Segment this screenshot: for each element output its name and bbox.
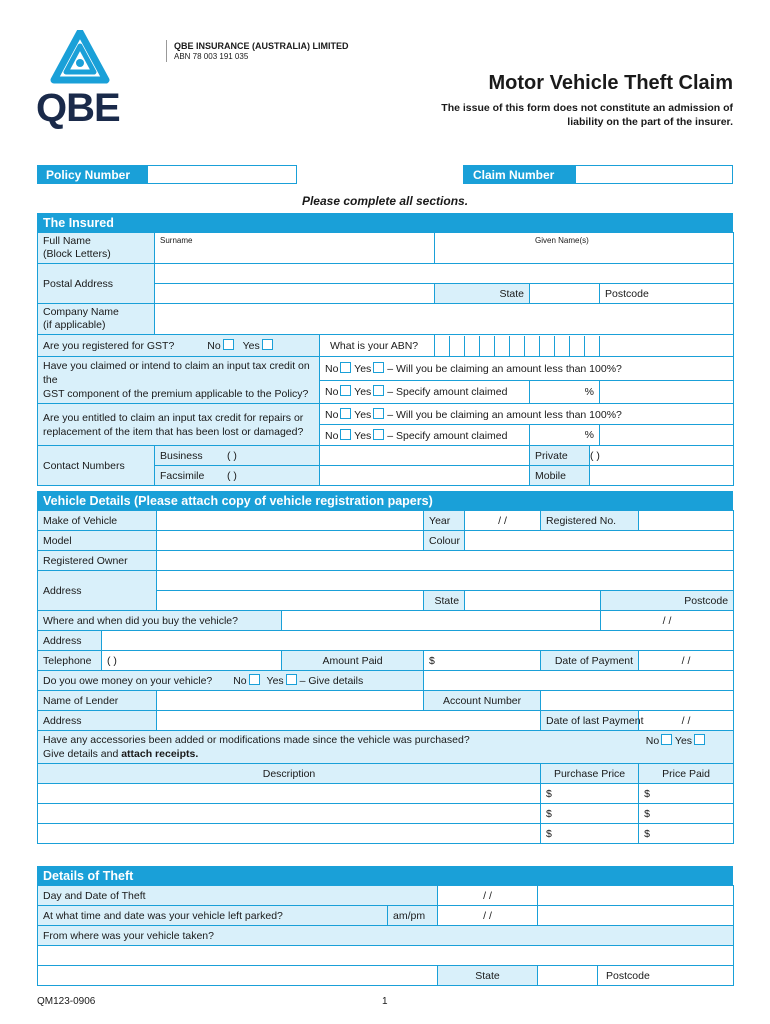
- label-text: Name of Lender: [43, 694, 119, 707]
- accessories-yes-checkbox[interactable]: [694, 734, 705, 745]
- label-text: Contact Numbers: [43, 459, 125, 472]
- address-label: [38, 631, 102, 651]
- page-title: Motor Vehicle Theft Claim: [488, 72, 733, 94]
- itc1-specify: [320, 380, 530, 404]
- no-label: No: [325, 408, 339, 421]
- lender-input[interactable]: [157, 691, 424, 711]
- where-when-input[interactable]: [282, 611, 601, 631]
- no-label: No: [207, 340, 221, 352]
- date-slashes: / /: [681, 714, 691, 727]
- yes-label: Yes: [242, 340, 260, 352]
- label-text: – Specify amount claimed: [387, 386, 508, 399]
- ampm-label: [388, 906, 438, 926]
- label-text: State: [499, 287, 525, 300]
- label-text: Date of last Payment: [546, 714, 644, 727]
- instruction: Please complete all sections.: [301, 194, 469, 208]
- postcode-label: Postcode: [606, 969, 650, 982]
- state-input[interactable]: [530, 284, 600, 304]
- claim-number-label: Claim Number: [463, 165, 575, 184]
- date-slashes: / /: [483, 909, 492, 922]
- theft-state-input[interactable]: [538, 966, 598, 986]
- accessory-purchase-price-input[interactable]: [541, 784, 639, 804]
- paren: ( ): [590, 449, 600, 462]
- itc2-no-checkbox[interactable]: [340, 408, 351, 419]
- label-text: Registered Owner: [43, 554, 128, 567]
- label-text: Day and Date of Theft: [43, 889, 146, 902]
- full-name-label: [38, 233, 155, 264]
- theft-table: [37, 885, 734, 986]
- label-text: Business: [160, 449, 203, 462]
- purchase-address-input[interactable]: [102, 631, 734, 651]
- label-text: – Will you be claiming an amount less than 100%?: [387, 362, 622, 375]
- time-date-label: [38, 906, 388, 926]
- dollar-sign: $: [644, 827, 650, 840]
- registered-owner-label: [38, 551, 157, 571]
- label-text: Registered No.: [546, 514, 617, 527]
- surname-input[interactable]: [155, 233, 435, 264]
- label-text: At what time and date was your vehicle left parked?: [43, 909, 283, 922]
- label-text: – Give details: [299, 675, 364, 687]
- itc1-specify-yes-checkbox[interactable]: [373, 385, 384, 396]
- vehicle-state-input[interactable]: [465, 591, 601, 611]
- label-text: Are you entitled to claim an input tax credit for repairs or: [43, 411, 304, 424]
- accessory-description-input[interactable]: [38, 804, 541, 824]
- facsimile-input[interactable]: [320, 466, 530, 486]
- yes-label: Yes: [354, 408, 372, 421]
- parked-time-input[interactable]: [538, 906, 734, 926]
- claim-number-input[interactable]: [575, 165, 733, 184]
- theft-postcode-cell[interactable]: [598, 966, 734, 986]
- contact-numbers-label: [38, 446, 155, 486]
- date-last-payment-label: [541, 711, 644, 731]
- label-text: Make of Vehicle: [43, 514, 118, 527]
- label-text: What is your ABN?: [330, 339, 419, 352]
- label-text: Mobile: [535, 469, 566, 482]
- given-names-input[interactable]: [435, 233, 734, 264]
- label-text: Private: [535, 449, 568, 462]
- owe-yes-checkbox[interactable]: [286, 674, 297, 685]
- amount-paid-input[interactable]: [424, 651, 541, 671]
- form-code: QM123-0906: [37, 996, 96, 1007]
- qbe-logo-text: QBE: [36, 86, 120, 130]
- lender-label: [38, 691, 157, 711]
- label-text: Telephone: [43, 654, 92, 667]
- company-name-input[interactable]: [155, 304, 734, 335]
- label-text: Do you owe money on your vehicle?: [43, 675, 213, 687]
- colour-input[interactable]: [465, 531, 734, 551]
- qbe-logo-emblem: [50, 30, 110, 88]
- label-text: GST component of the premium applicable to the Policy?: [43, 388, 309, 400]
- make-input[interactable]: [157, 511, 424, 531]
- dollar-sign: $: [546, 807, 552, 820]
- percent-label: %: [584, 385, 595, 398]
- label-text: am/pm: [393, 909, 426, 922]
- parked-date-input[interactable]: [438, 906, 538, 926]
- label-text: – Will you be claiming an amount less than 100%?: [387, 408, 622, 421]
- label-text: (if applicable): [43, 319, 106, 331]
- itc2-blank: [600, 425, 734, 446]
- facsimile-label: [155, 466, 320, 486]
- accessory-description-input[interactable]: [38, 784, 541, 804]
- company-name-label: [38, 304, 155, 335]
- itc1-specify-no-checkbox[interactable]: [340, 385, 351, 396]
- dollar-sign: $: [644, 787, 650, 800]
- owe-no-checkbox[interactable]: [249, 674, 260, 685]
- label-text: Postcode: [684, 594, 729, 607]
- accessory-purchase-price-input[interactable]: [541, 824, 639, 844]
- label-text: replacement of the item that has been lost or damaged?: [43, 425, 304, 438]
- lender-address-input[interactable]: [157, 711, 541, 731]
- label-text: Address: [43, 714, 82, 727]
- label-text: Model: [43, 534, 72, 547]
- no-label: No: [325, 429, 339, 442]
- year-label: [424, 511, 465, 531]
- no-label: No: [645, 735, 660, 747]
- label-text: Are you registered for GST?: [43, 340, 175, 352]
- accessory-description-input[interactable]: [38, 824, 541, 844]
- yes-label: Yes: [674, 735, 693, 747]
- state-label: [435, 284, 530, 304]
- label-text: From where was your vehicle taken?: [43, 929, 214, 942]
- accessory-purchase-price-input[interactable]: [541, 804, 639, 824]
- label-text: Description: [262, 767, 316, 780]
- postal-address-input[interactable]: [155, 264, 734, 284]
- label-text: Account Number: [442, 694, 522, 707]
- label-text: (Block Letters): [43, 248, 111, 260]
- label-text: Postal Address: [43, 277, 114, 290]
- description-header: [38, 764, 541, 784]
- label-text: Address: [43, 634, 82, 647]
- percent-label: %: [584, 429, 595, 441]
- vehicle-address-label: [38, 571, 157, 611]
- date-slashes: / /: [662, 614, 672, 627]
- label-text: Purchase Price: [553, 767, 626, 780]
- mobile-input[interactable]: [590, 466, 734, 486]
- accessories-question: [38, 731, 734, 764]
- year-input[interactable]: [465, 511, 541, 531]
- theft-state-label: [438, 966, 538, 986]
- company-abn: ABN 78 003 191 035: [174, 52, 249, 61]
- amount-paid-label: [282, 651, 424, 671]
- private-label: [530, 446, 590, 466]
- dollar-sign: $: [546, 787, 552, 800]
- date-slashes: / /: [681, 654, 691, 667]
- label-text: Have you claimed or intend to claim an input tax credit on the: [43, 360, 310, 386]
- date-slashes: / /: [498, 514, 507, 527]
- paren: ( ): [227, 469, 237, 482]
- disclaimer-line: The issue of this form does not constitute an admission of: [441, 102, 733, 114]
- disclaimer-line: liability on the part of the insurer.: [567, 116, 733, 128]
- registered-no-label: [541, 511, 639, 531]
- no-label: No: [233, 675, 247, 687]
- itc2-yes-checkbox[interactable]: [373, 408, 384, 419]
- business-label: [155, 446, 320, 466]
- policy-number-label: Policy Number: [37, 165, 147, 184]
- make-label: [38, 511, 157, 531]
- label-text: Have any accessories been added or modifications made since the vehicle was purchased?: [43, 734, 470, 746]
- gst-yes-checkbox[interactable]: [262, 339, 273, 350]
- accessory-price-paid-input[interactable]: [639, 804, 734, 824]
- vehicle-section-header: Vehicle Details (Please attach copy of vehicle registration papers): [37, 491, 733, 510]
- date-of-payment-input[interactable]: [639, 651, 734, 671]
- mobile-label: [530, 466, 590, 486]
- date-last-payment-input[interactable]: [639, 711, 734, 731]
- itc-question-1: [38, 357, 320, 404]
- theft-day-input[interactable]: [538, 886, 734, 906]
- given-names-hint: Given Name(s): [535, 236, 589, 245]
- itc1-yes-checkbox[interactable]: [373, 362, 384, 373]
- yes-label: Yes: [266, 675, 284, 687]
- yes-label: Yes: [354, 362, 372, 375]
- telephone-label: [38, 651, 102, 671]
- theft-section-header: Details of Theft: [37, 866, 733, 885]
- itc1-blank: [600, 380, 734, 404]
- theft-date-input[interactable]: [438, 886, 538, 906]
- postal-address-label: [38, 264, 155, 304]
- accessories-no-checkbox[interactable]: [661, 734, 672, 745]
- vehicle-address-input-2[interactable]: [157, 591, 424, 611]
- yes-label: Yes: [354, 386, 372, 399]
- itc1-percent-input[interactable]: [530, 380, 600, 404]
- itc2-specify-no-checkbox[interactable]: [340, 429, 351, 440]
- label-text: State: [434, 594, 460, 607]
- itc2-percent-input[interactable]: [530, 425, 600, 446]
- day-date-label: [38, 886, 438, 906]
- dollar-sign: $: [546, 827, 552, 840]
- colour-label: [424, 531, 465, 551]
- owe-question: [38, 671, 424, 691]
- business-input[interactable]: [320, 446, 530, 466]
- gst-no-checkbox[interactable]: [223, 339, 234, 350]
- registered-owner-input[interactable]: [157, 551, 734, 571]
- dollar-sign: $: [644, 807, 650, 820]
- surname-hint: Surname: [160, 236, 193, 245]
- accessory-price-paid-input[interactable]: [639, 784, 734, 804]
- postal-address-input-2[interactable]: [155, 284, 435, 304]
- yes-label: Yes: [354, 429, 372, 442]
- from-where-input[interactable]: [38, 946, 734, 966]
- label-text: Full Name: [43, 235, 91, 247]
- label-text: Facsimile: [160, 469, 205, 482]
- lender-address-label: [38, 711, 157, 731]
- vehicle-postcode-label: [601, 591, 734, 611]
- account-number-input[interactable]: [541, 691, 734, 711]
- itc1-no-checkbox[interactable]: [340, 362, 351, 373]
- vehicle-state-label: [424, 591, 465, 611]
- paren: ( ): [227, 449, 237, 462]
- itc1-less-than: [320, 357, 734, 381]
- gst-question: [38, 335, 320, 357]
- registered-no-input[interactable]: [639, 511, 734, 531]
- label-text: Company Name: [43, 306, 119, 318]
- label-bold: attach receipts.: [121, 748, 199, 760]
- disclaimer: [441, 101, 733, 129]
- page-number: 1: [382, 996, 388, 1007]
- itc-question-2: [38, 404, 320, 446]
- private-input[interactable]: [590, 446, 734, 466]
- label-text: Address: [43, 584, 82, 597]
- telephone-input[interactable]: [102, 651, 282, 671]
- abn-boxes[interactable]: [435, 336, 733, 356]
- insured-section-header: The Insured: [37, 213, 733, 232]
- no-label: No: [325, 362, 339, 375]
- label-text: State: [475, 969, 500, 982]
- from-where-input-2[interactable]: [38, 966, 438, 986]
- insured-table: [37, 232, 734, 486]
- itc2-specify-yes-checkbox[interactable]: [373, 429, 384, 440]
- label-text: Date of Payment: [554, 654, 634, 667]
- label-text: Give details and: [43, 748, 122, 760]
- vehicle-address-input[interactable]: [157, 571, 734, 591]
- dollar-sign: $: [429, 654, 435, 667]
- date-of-payment-label: [541, 651, 639, 671]
- itc2-less-than: [320, 404, 734, 425]
- label-text: Where and when did you buy the vehicle?: [43, 614, 238, 627]
- abn-input[interactable]: [435, 335, 734, 357]
- owe-details-input[interactable]: [424, 671, 734, 691]
- model-label: [38, 531, 157, 551]
- label-text: Amount Paid: [322, 654, 383, 667]
- vehicle-table: [37, 510, 734, 844]
- where-when-label: [38, 611, 282, 631]
- purchase-price-header: [541, 764, 639, 784]
- label-text: – Specify amount claimed: [387, 429, 508, 442]
- itc2-specify: [320, 425, 530, 446]
- date-slashes: / /: [483, 889, 492, 902]
- purchase-date-input[interactable]: [601, 611, 734, 631]
- label-text: Colour: [429, 534, 460, 547]
- model-input[interactable]: [157, 531, 424, 551]
- postcode-label: Postcode: [605, 287, 649, 300]
- account-number-label: [424, 691, 541, 711]
- label-text: Price Paid: [662, 767, 710, 780]
- accessory-price-paid-input[interactable]: [639, 824, 734, 844]
- postcode-cell[interactable]: [600, 284, 734, 304]
- price-paid-header: [639, 764, 734, 784]
- paren: ( ): [107, 654, 117, 667]
- company-name: QBE INSURANCE (AUSTRALIA) LIMITED: [174, 41, 349, 51]
- label-text: Year: [429, 514, 451, 527]
- from-where-label: [38, 926, 734, 946]
- policy-number-input[interactable]: [147, 165, 297, 184]
- abn-question: [320, 335, 435, 357]
- no-label: No: [325, 386, 339, 399]
